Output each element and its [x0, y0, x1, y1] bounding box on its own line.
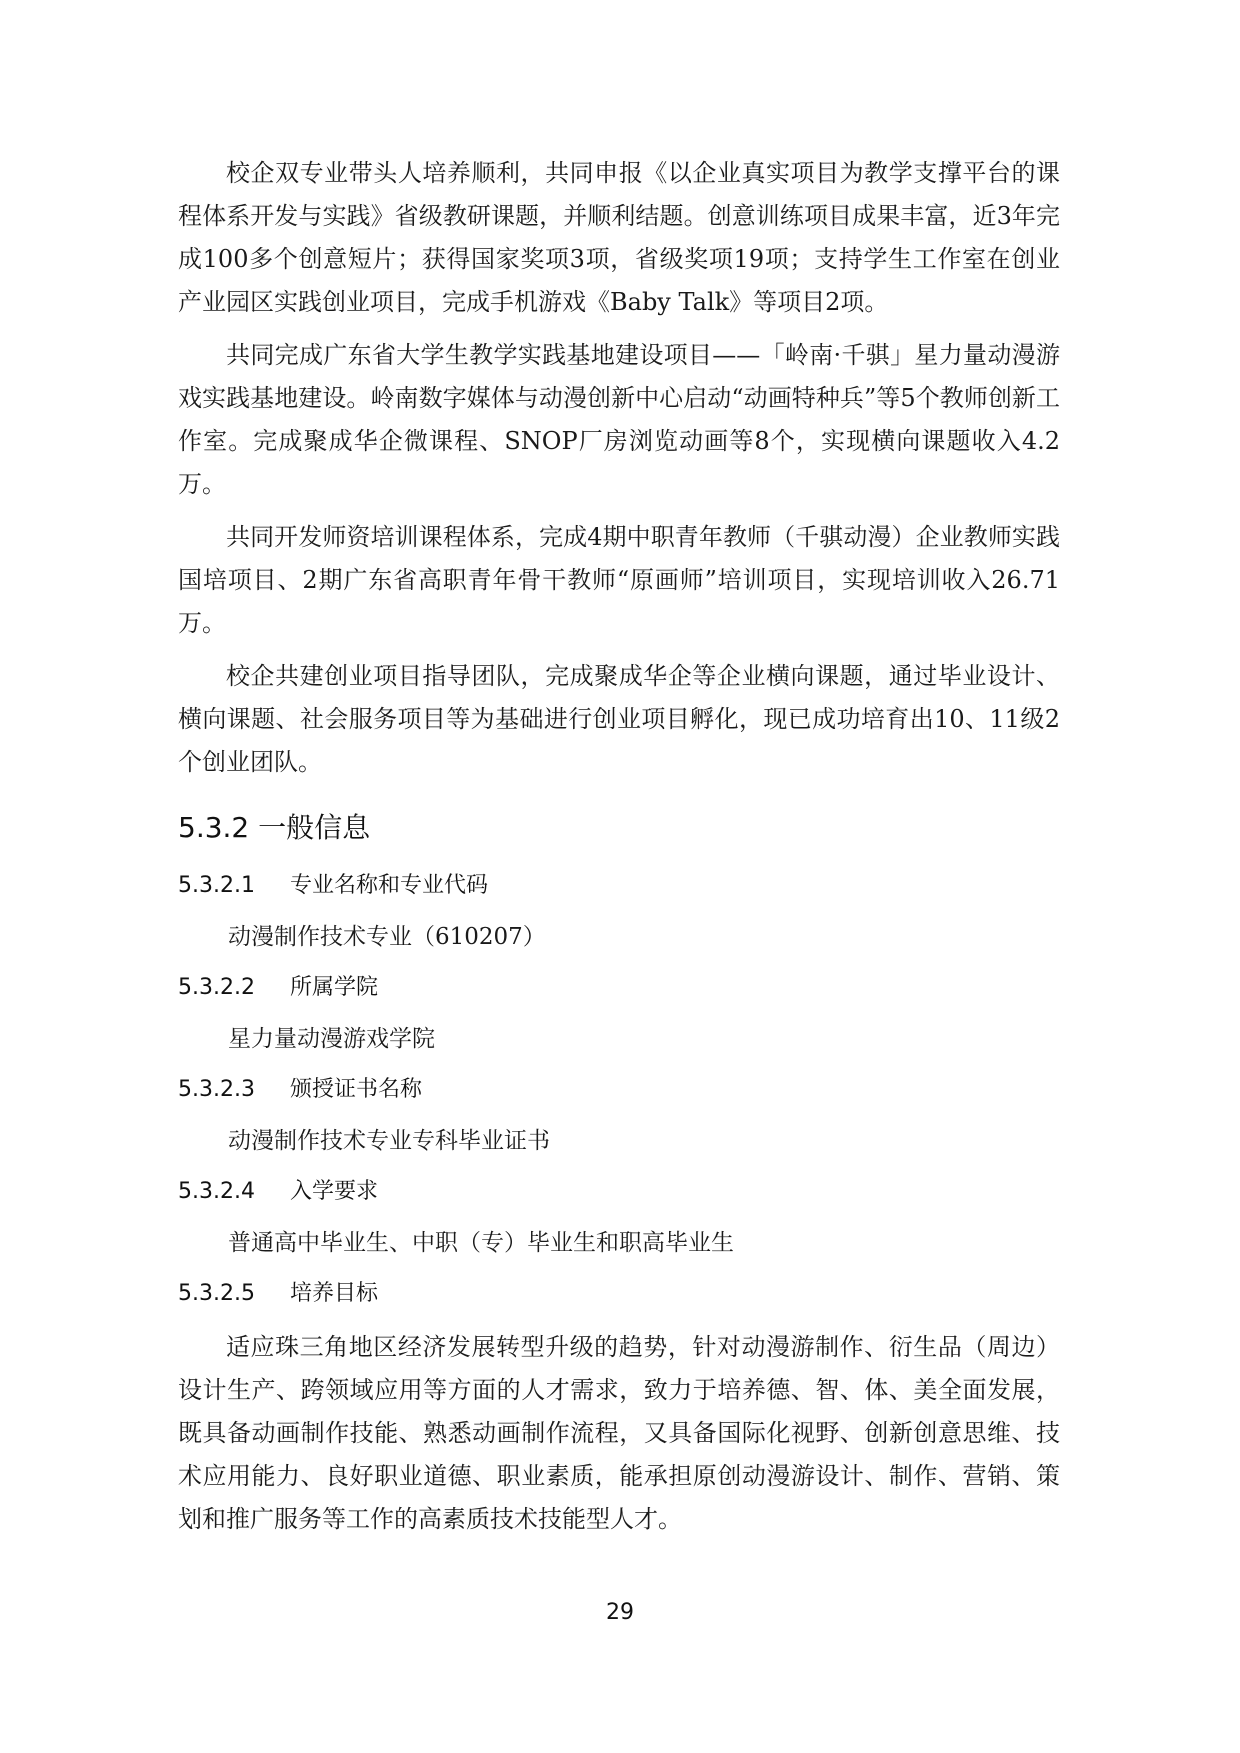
body-paragraph: 校企共建创业项目指导团队，完成聚成华企等企业横向课题，通过毕业设计、横向课题、社会服务项目等为基础进行创业项目孵化，现已成功培育出10、11级2个创业团队。	[178, 662, 1060, 776]
section-number: 5.3.2	[178, 811, 250, 844]
subsection-heading	[178, 1174, 1060, 1210]
subsection-value: 普通高中毕业生、中职（专）毕业生和职高毕业生	[228, 1230, 734, 1256]
subsection-value: 动漫制作技术专业（610207）	[228, 924, 546, 950]
subsection-heading	[178, 970, 1060, 1006]
subsection-title: 专业名称和专业代码	[290, 873, 489, 898]
subsection-heading	[178, 868, 1060, 904]
subsection-value: 星力量动漫游戏学院	[228, 1026, 435, 1052]
subsection-title: 颁授证书名称	[290, 1077, 423, 1102]
subsection-number: 5.3.2.3	[178, 1077, 255, 1102]
subsection-number: 5.3.2.4	[178, 1179, 255, 1204]
goal-paragraph: 适应珠三角地区经济发展转型升级的趋势，针对动漫游制作、衍生品（周边）设计生产、跨领域应用等方面的人才需求，致力于培养德、智、体、美全面发展，既具备动画制作技能、熟悉动画制作流程，又具备国际化视野、创新创意思维、技术应用能力、良好职业道德、职业素质，能承担原创动漫游设计、制作、营销、策划和推广服务等工作的高素质技术技能型人才。	[178, 1333, 1060, 1533]
body-paragraph: 校企双专业带头人培养顺利，共同申报《以企业真实项目为教学支撑平台的课程体系开发与实践》省级教研课题，并顺利结题。创意训练项目成果丰富，近3年完成100多个创意短片；获得国家奖项3项，省级奖项19项；支持学生工作室在创业产业园区实践创业项目，完成手机游戏《Baby Talk》等项目2项。	[178, 159, 1060, 316]
body-paragraph: 共同完成广东省大学生教学实践基地建设项目——「岭南·千骐」星力量动漫游戏实践基地建设。岭南数字媒体与动漫创新中心启动“动画特种兵”等5个教师创新工作室。完成聚成华企微课程、SNOP厂房浏览动画等8个，实现横向课题收入4.2万。	[178, 341, 1060, 498]
page-content	[178, 152, 1060, 1551]
subsection-heading	[178, 1072, 1060, 1108]
page-number: 29	[606, 1600, 634, 1625]
subsection-title: 所属学院	[290, 975, 379, 1000]
subsection-title: 培养目标	[290, 1281, 379, 1306]
section-heading	[178, 806, 1060, 850]
subsection-title: 入学要求	[290, 1179, 379, 1204]
subsection-number: 5.3.2.2	[178, 975, 255, 1000]
subsection-number: 5.3.2.5	[178, 1281, 255, 1306]
body-paragraph: 共同开发师资培训课程体系，完成4期中职青年教师（千骐动漫）企业教师实践国培项目、2期广东省高职青年骨干教师“原画师”培训项目，实现培训收入26.71万。	[178, 523, 1060, 637]
subsection-value: 动漫制作技术专业专科毕业证书	[228, 1128, 550, 1154]
subsection-number: 5.3.2.1	[178, 873, 255, 898]
subsection-heading	[178, 1276, 1060, 1312]
section-title: 一般信息	[258, 811, 371, 844]
